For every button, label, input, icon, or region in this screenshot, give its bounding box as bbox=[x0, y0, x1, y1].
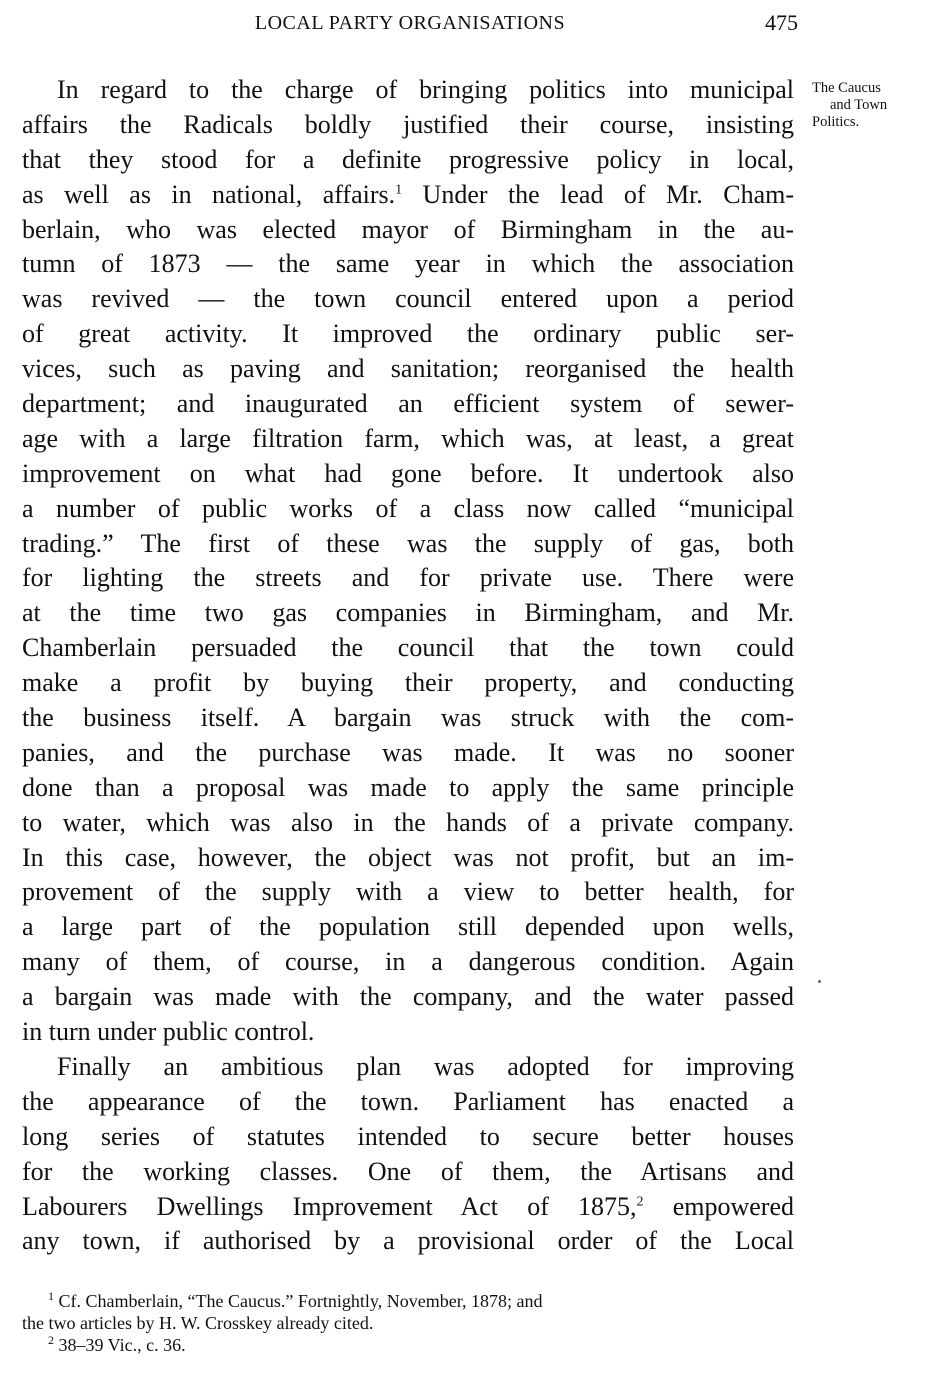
text-line: the business itself. A bargain was struck with the com- bbox=[22, 703, 794, 733]
text-line: make a profit by buying their property, and conducting bbox=[22, 668, 794, 698]
text-line: in turn under public control. bbox=[22, 1017, 315, 1047]
text-line: for the working classes. One of them, the Artisans and bbox=[22, 1156, 794, 1186]
text-line: panies, and the purchase was made. It was no sooner bbox=[22, 737, 794, 767]
text-line: trading.” The first of these was the supply of gas, both bbox=[22, 528, 794, 558]
text-segment: Labourers Dwellings Improvement Act of 1875, bbox=[22, 1191, 637, 1221]
text-line: a number of public works of a class now called “municipal bbox=[22, 493, 794, 523]
text-line: In this case, however, the object was not profit, but an im- bbox=[22, 842, 794, 872]
footnote-1-cont: the two articles by H. W. Crosskey already cited. bbox=[22, 1313, 374, 1333]
running-head: LOCAL PARTY ORGANISATIONS bbox=[254, 12, 566, 34]
footnote-mark: 2 bbox=[48, 1333, 54, 1347]
text-line: of great activity. It improved the ordinary public ser- bbox=[22, 319, 794, 349]
footnote-ref: 2 bbox=[636, 1193, 644, 1209]
text-line: at the time two gas companies in Birmingham, and Mr. bbox=[22, 598, 794, 628]
footnote-mark: 1 bbox=[48, 1289, 54, 1303]
footnote-2 bbox=[22, 1334, 794, 1356]
footnote-ref: 1 bbox=[395, 182, 403, 198]
text-line: any town, if authorised by a provisional order of the Local bbox=[22, 1226, 794, 1256]
body-text bbox=[22, 73, 794, 1259]
text-line: to water, which was also in the hands of a private company. bbox=[22, 807, 794, 837]
text-line: many of them, of course, in a dangerous condition. Again bbox=[22, 947, 794, 977]
paragraph-2 bbox=[22, 1050, 794, 1259]
paragraph-1 bbox=[22, 73, 794, 1050]
text-line: was revived — the town council entered upon a period bbox=[22, 284, 794, 314]
text-line: affairs the Radicals boldly justified their course, insisting bbox=[22, 109, 794, 139]
text-segment: as well as in national, affairs. bbox=[22, 179, 396, 209]
text-line: done than a proposal was made to apply the same principle bbox=[22, 772, 794, 802]
text-line: that they stood for a definite progressive policy in local, bbox=[22, 144, 794, 174]
text-line: berlain, who was elected mayor of Birmingham in the au- bbox=[22, 214, 794, 244]
footnote-1 bbox=[22, 1290, 794, 1312]
text-line bbox=[22, 178, 794, 213]
footnote-text: Cf. Chamberlain, “The Caucus.” Fortnightly, November, 1878; and bbox=[54, 1291, 543, 1311]
marginal-note-line: The Caucus bbox=[812, 80, 881, 96]
text-line: Finally an ambitious plan was adopted for improving bbox=[57, 1051, 794, 1081]
text-line: Chamberlain persuaded the council that the town could bbox=[22, 633, 794, 663]
text-line: the appearance of the town. Parliament has enacted a bbox=[22, 1086, 794, 1116]
text-line: vices, such as paving and sanitation; reorganised the health bbox=[22, 354, 794, 384]
text-line: a large part of the population still depended upon wells, bbox=[22, 912, 794, 942]
text-line bbox=[22, 1190, 794, 1225]
text-segment: Under the lead of Mr. Cham- bbox=[402, 179, 794, 209]
text-line: a bargain was made with the company, and the water passed bbox=[22, 982, 794, 1012]
page-number: 475 bbox=[765, 10, 798, 35]
text-line: long series of statutes intended to secure better houses bbox=[22, 1121, 794, 1151]
marginal-note bbox=[812, 80, 942, 131]
text-segment: empowered bbox=[643, 1191, 795, 1221]
text-line: improvement on what had gone before. It undertook also bbox=[22, 458, 794, 488]
text-line: In regard to the charge of bringing politics into municipal bbox=[57, 75, 794, 104]
text-line: department; and inaugurated an efficient system of sewer- bbox=[22, 389, 794, 419]
text-line: tumn of 1873 — the same year in which the association bbox=[22, 249, 794, 279]
print-speck bbox=[818, 980, 821, 983]
marginal-note-line: and Town bbox=[830, 97, 888, 113]
text-line: provement of the supply with a view to better health, for bbox=[22, 877, 794, 907]
footnote-text: 38–39 Vic., c. 36. bbox=[54, 1335, 186, 1355]
text-line: for lighting the streets and for private use. There were bbox=[22, 563, 794, 593]
marginal-note-line: Politics. bbox=[812, 114, 860, 130]
text-line: age with a large filtration farm, which was, at least, a great bbox=[22, 423, 794, 453]
page-header bbox=[22, 8, 798, 38]
footnotes bbox=[22, 1290, 794, 1356]
